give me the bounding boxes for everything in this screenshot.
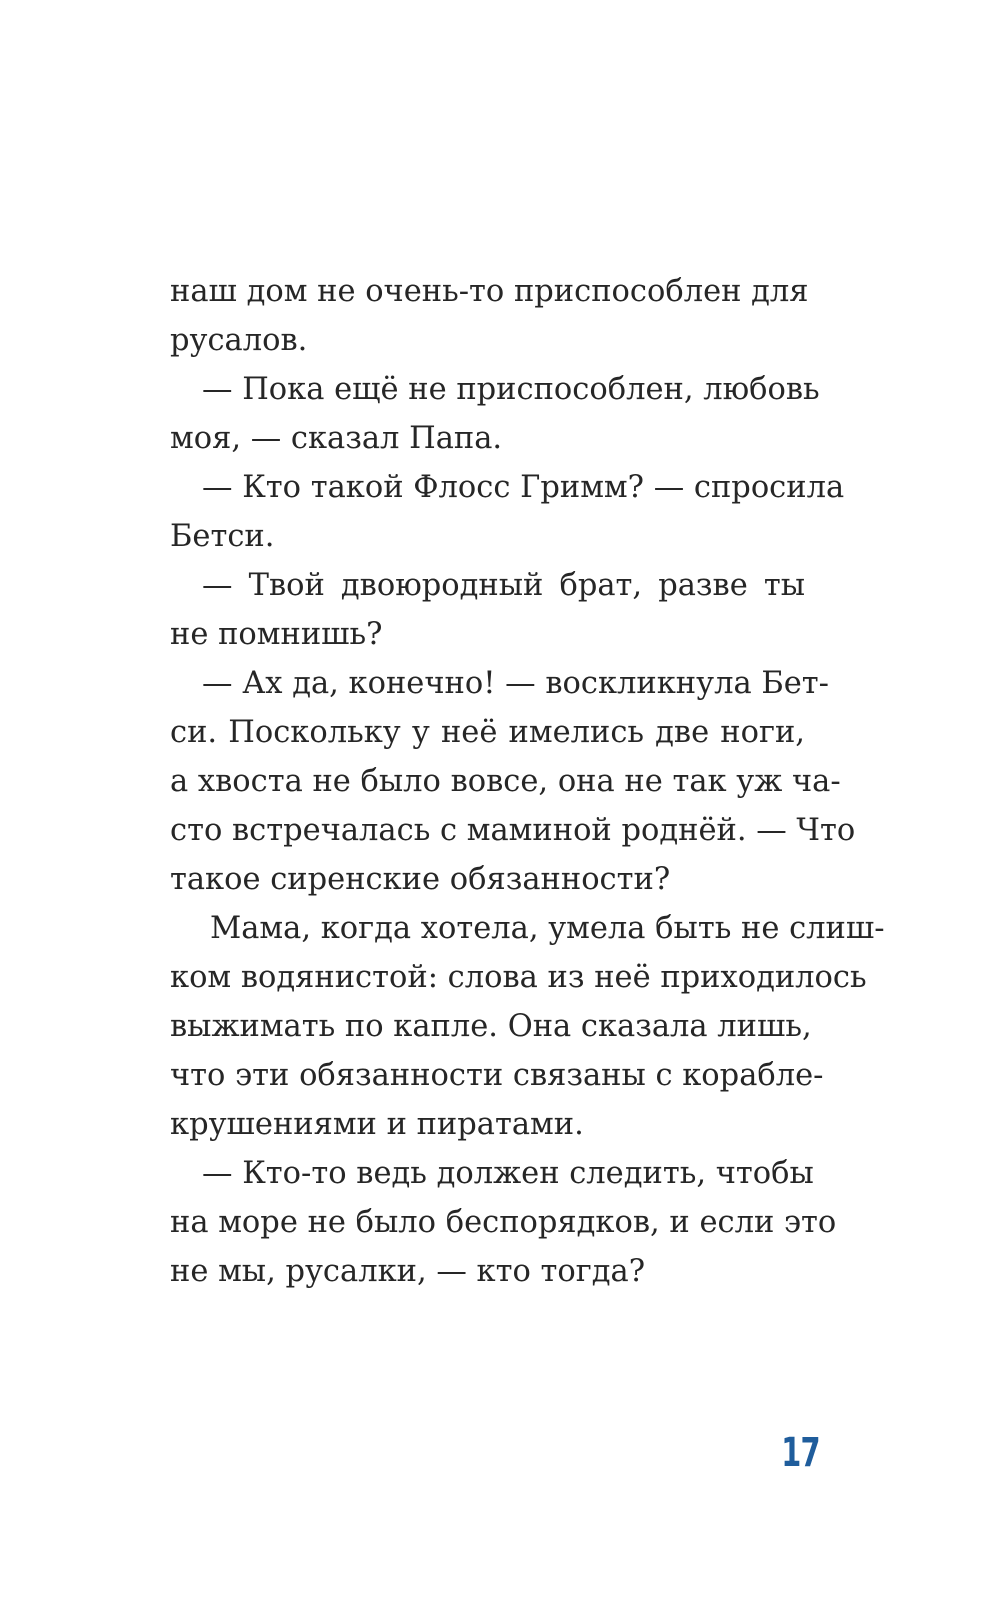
text-line: а хвоста не было вовсе, она не так уж ча- (170, 764, 841, 799)
text-line: русалов. (170, 323, 308, 358)
text-line: такое сиренские обязанности? (170, 862, 671, 897)
text-line: не мы, русалки, — кто тогда? (170, 1254, 646, 1289)
text-line: сто встречалась с маминой роднёй. — Что (170, 813, 856, 848)
text-line: ком водянистой: слова из неё приходилось (170, 960, 867, 995)
text-line: — Пока ещё не приспособлен, любовь (202, 372, 820, 407)
text-line: что эти обязанности связаны с корабле- (170, 1058, 824, 1093)
text-line: на море не было беспорядков, и если это (170, 1205, 837, 1240)
text-line: — Кто такой Флосс Гримм? — спросила (202, 470, 845, 505)
text-line: Мама, когда хотела, умела быть не слиш- (210, 911, 885, 946)
text-line: не помнишь? (170, 617, 383, 652)
text-line: — Кто-то ведь должен следить, чтобы (202, 1156, 814, 1191)
text-line: — Твой двоюродный брат, разве ты (202, 568, 805, 603)
body-text (170, 267, 885, 1296)
text-line: Бетси. (170, 519, 275, 554)
page-number: 17 (781, 1430, 820, 1476)
text-line: си. Поскольку у неё имелись две ноги, (170, 715, 805, 750)
text-line: наш дом не очень-то приспособлен для (170, 274, 809, 309)
text-line: крушениями и пиратами. (170, 1107, 584, 1142)
text-line: — Ах да, конечно! — воскликнула Бет- (202, 666, 829, 701)
text-line: моя, — сказал Папа. (170, 421, 503, 456)
text-line: выжимать по капле. Она сказала лишь, (170, 1009, 812, 1044)
